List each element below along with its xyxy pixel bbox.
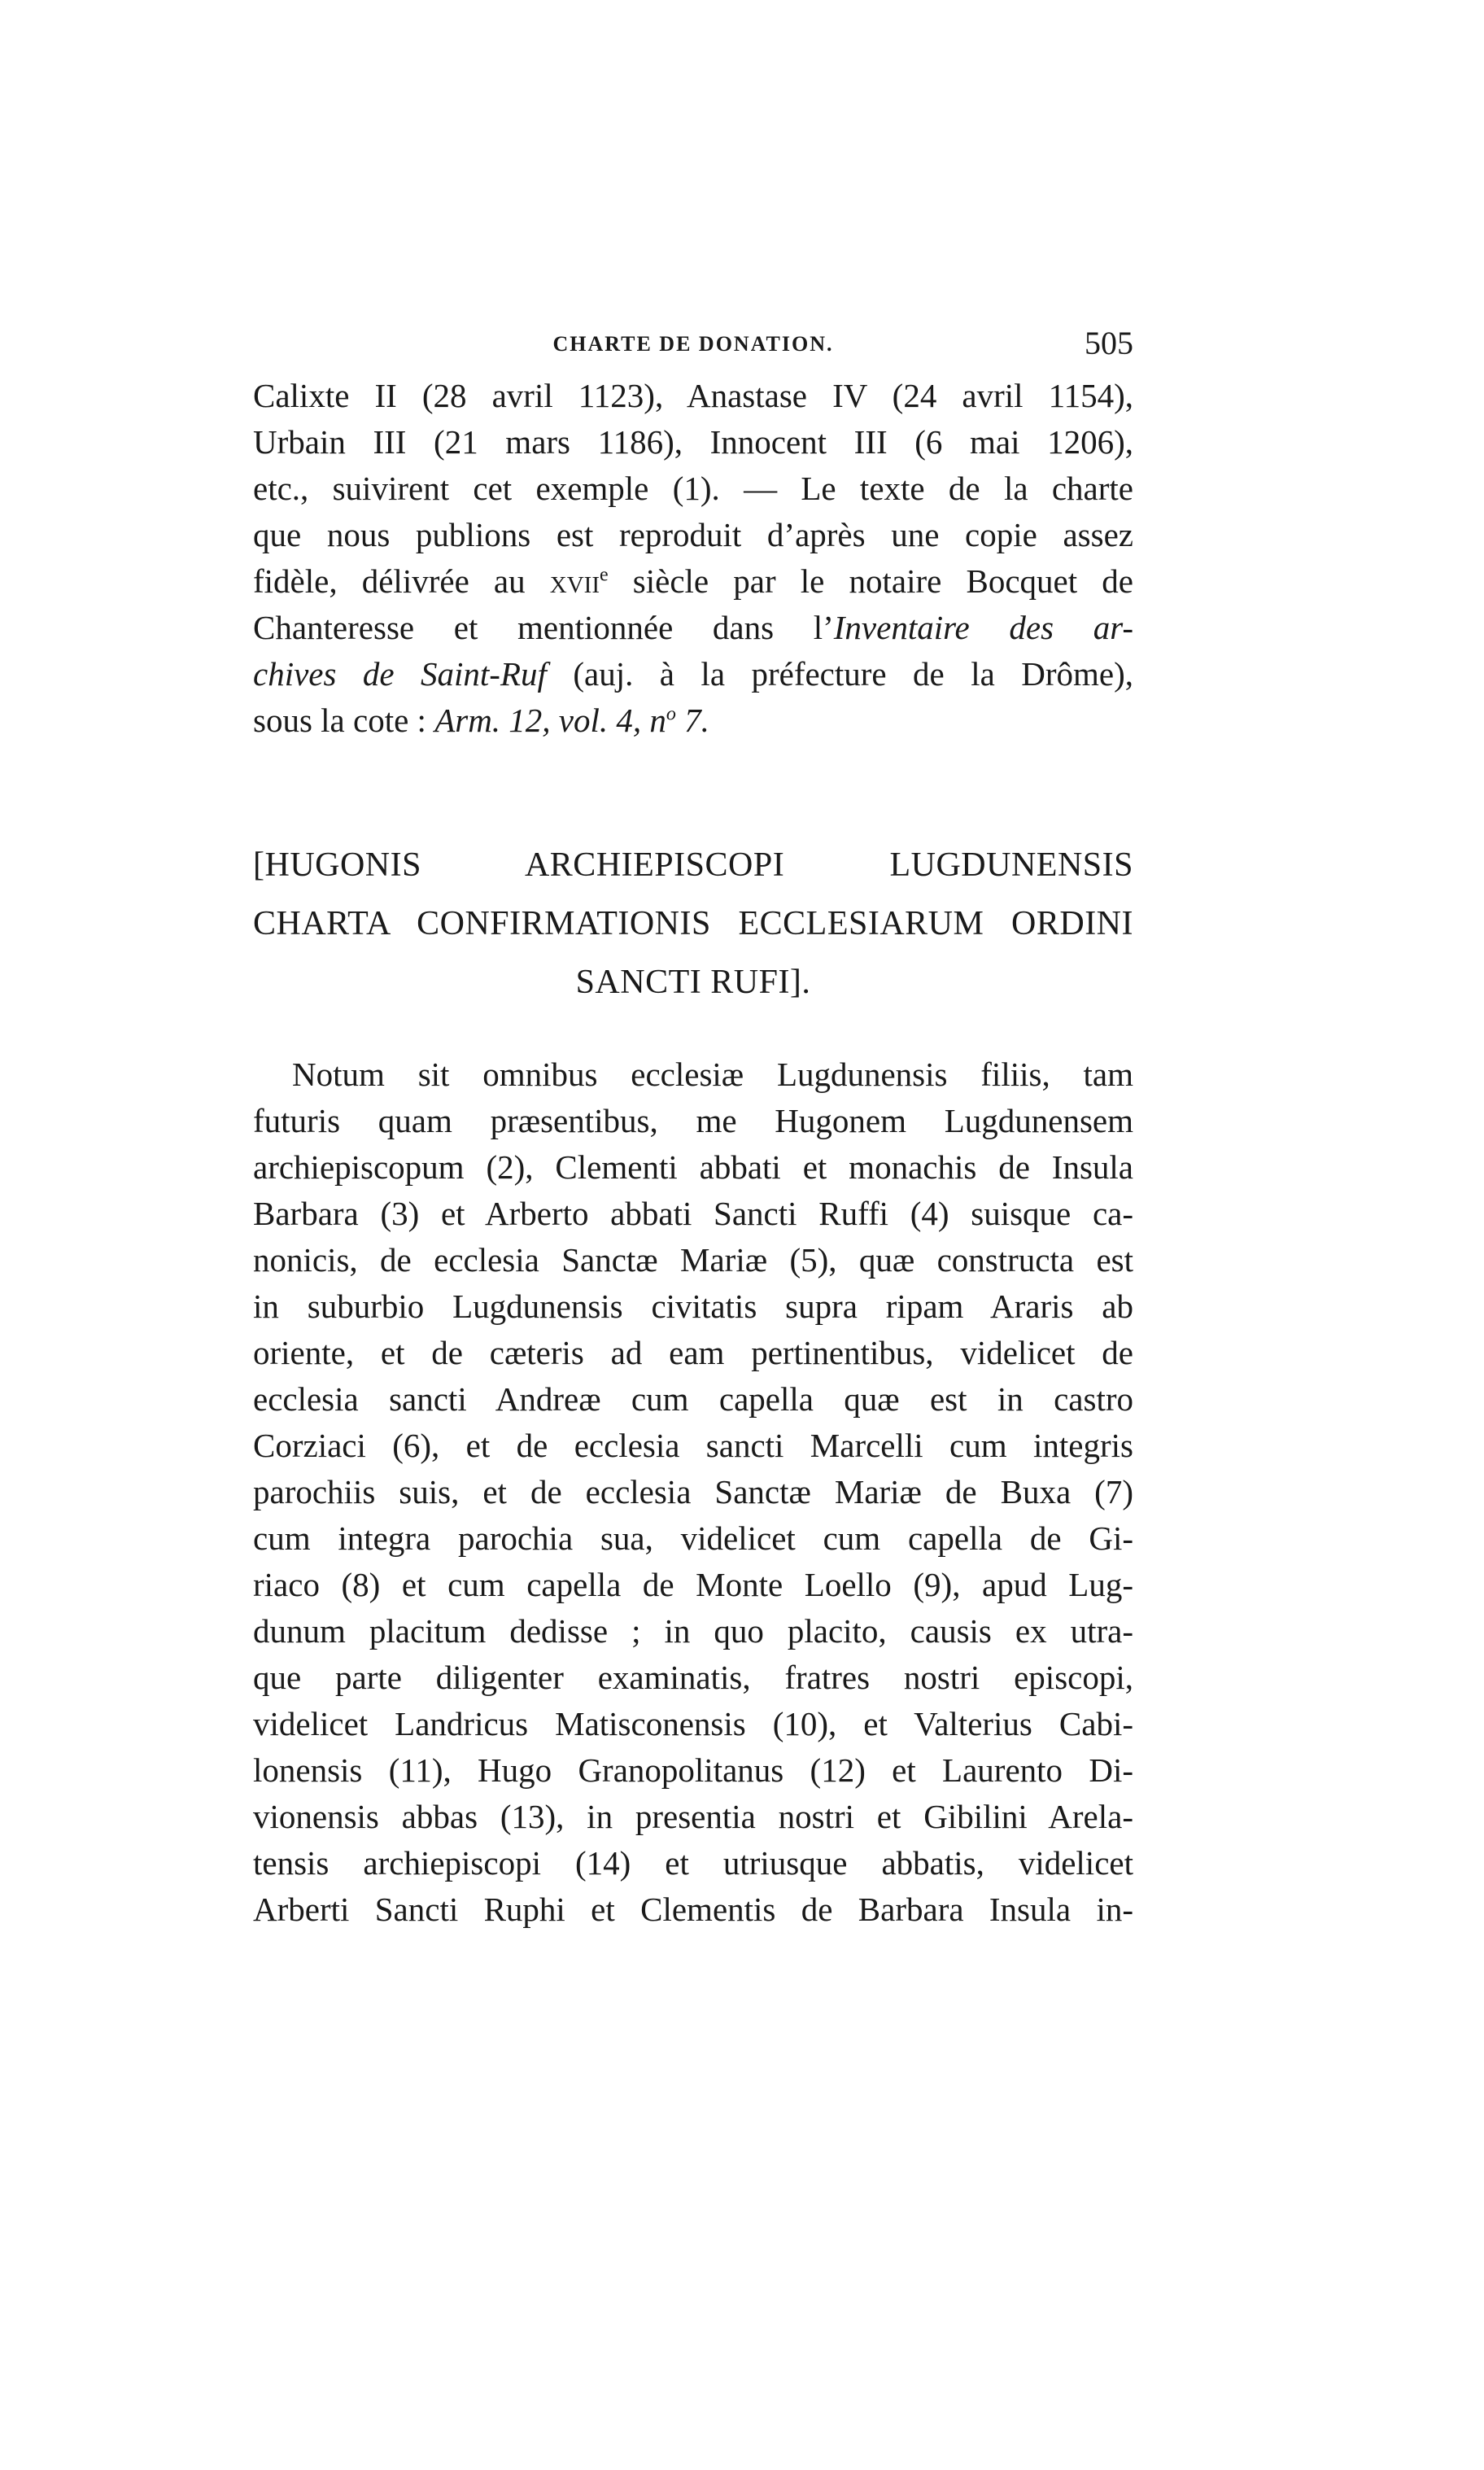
text-segment: Inventaire des ar-: [833, 609, 1133, 646]
text-line: [253, 558, 1133, 605]
text-line: [253, 651, 1133, 697]
page-number: 505: [1085, 325, 1133, 361]
text-line: Corziaci (6), et de ecclesia sancti Marcelli cum integris: [253, 1427, 1133, 1464]
text-segment: sous la cote :: [253, 702, 435, 739]
text-line: archiepiscopum (2), Clementi abbati et monachis de Insula: [253, 1148, 1133, 1186]
text-line: dunum placitum dedisse ; in quo placito, causis ex utra-: [253, 1612, 1133, 1650]
text-line: [253, 512, 1133, 558]
text-line: cum integra parochia sua, videlicet cum capella de Gi-: [253, 1519, 1133, 1557]
text-line: [253, 605, 1133, 651]
text-segment: siècle par le notaire Bocquet de: [608, 562, 1134, 600]
text-line: que parte diligenter examinatis, fratres nostri episcopi,: [253, 1659, 1133, 1696]
text-segment: chives de Saint-Ruf: [253, 655, 547, 693]
text-segment: que nous publions est reproduit d’après une copie assez: [253, 516, 1133, 553]
text-line: tensis archiepiscopi (14) et utriusque abbatis, videlicet: [253, 1844, 1133, 1882]
text-segment: o: [666, 703, 676, 725]
text-line: nonicis, de ecclesia Sanctæ Mariæ (5), quæ constructa est: [253, 1241, 1133, 1279]
text-segment: Urbain III (21 mars 1186), Innocent III (6 mai 1206),: [253, 423, 1133, 461]
text-line: [253, 466, 1133, 512]
text-line: vionensis abbas (13), in presentia nostri et Gibilini Arela-: [253, 1798, 1133, 1835]
text-segment: (auj. à la préfecture de la Drôme),: [546, 655, 1133, 693]
text-segment: e: [599, 564, 609, 586]
text-line: ecclesia sancti Andreæ cum capella quæ est in castro: [253, 1380, 1133, 1418]
text-line: [253, 419, 1133, 466]
text-line: [HUGONIS ARCHIEPISCOPI LUGDUNENSIS: [253, 846, 1133, 884]
text-segment: Calixte II (28 avril 1123), Anastase IV (24 avril 1154),: [253, 377, 1133, 414]
text-line: Barbara (3) et Arberto abbati Sancti Ruffi (4) suisque ca-: [253, 1195, 1133, 1232]
page-header: [253, 322, 1133, 363]
text-line: [253, 697, 1133, 744]
text-segment: xvii: [549, 562, 600, 600]
text-line: oriente, et de cæteris ad eam pertinentibus, videlicet de: [253, 1334, 1133, 1371]
text-line: Notum sit omnibus ecclesiæ Lugdunensis filiis, tam: [292, 1056, 1133, 1093]
text-segment: Chanteresse et mentionnée dans l’: [253, 609, 834, 646]
text-line: lonensis (11), Hugo Granopolitanus (12) et Laurento Di-: [253, 1751, 1133, 1789]
text-line: in suburbio Lugdunensis civitatis supra ripam Araris ab: [253, 1287, 1133, 1325]
text-segment: fidèle, délivrée au: [253, 562, 550, 600]
charter-title: [253, 836, 1133, 1012]
text-line: SANCTI RUFI].: [575, 964, 811, 1001]
text-line: CHARTA CONFIRMATIONIS ECCLESIARUM ORDINI: [253, 905, 1133, 942]
running-title: CHARTE DE DONATION.: [552, 332, 834, 356]
text-line: futuris quam præsentibus, me Hugonem Lugdunensem: [253, 1102, 1133, 1139]
text-segment: 7.: [675, 702, 709, 739]
text-segment: etc., suivirent cet exemple (1). — Le texte de la charte: [253, 470, 1133, 507]
charter-text: [253, 1051, 1133, 1933]
text-line: videlicet Landricus Matisconensis (10), et Valterius Cabi-: [253, 1705, 1133, 1742]
text-line: Arberti Sancti Ruphi et Clementis de Barbara Insula in-: [253, 1891, 1133, 1928]
text-line: parochiis suis, et de ecclesia Sanctæ Mariæ de Buxa (7): [253, 1473, 1133, 1510]
text-segment: Arm. 12, vol. 4, n: [434, 702, 666, 739]
text-line: riaco (8) et cum capella de Monte Loello (9), apud Lug-: [253, 1566, 1133, 1603]
intro-paragraph: [253, 373, 1133, 744]
text-line: [253, 373, 1133, 419]
